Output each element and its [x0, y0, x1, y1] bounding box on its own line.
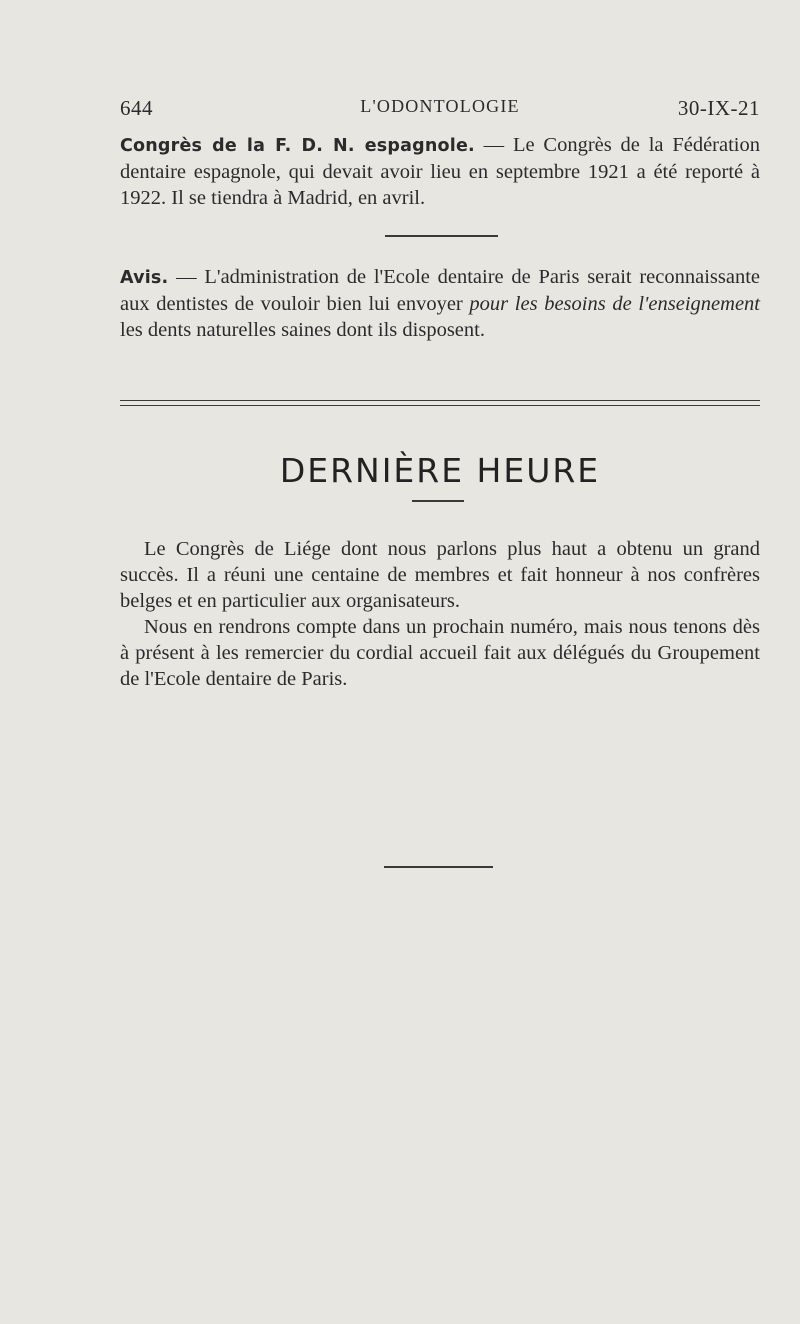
avis-notice-text-end: les dents naturelles saines dont ils disposent. [120, 319, 485, 341]
page-number: 644 [120, 96, 153, 120]
avis-notice-text: — L'administration de l'Ecole dentaire de Paris serait reconnaissante aux dentistes de vouloir bien lui envoyer [120, 266, 760, 315]
congress-notice-heading: Congrès de la F. D. N. espagnole. [120, 136, 475, 156]
congress-notice [120, 132, 760, 211]
avis-notice-italic: pour les besoins de l'enseignement [469, 293, 760, 315]
avis-notice-heading: Avis. [120, 268, 169, 288]
section-paragraph-1: Le Congrès de Liége dont nous parlons plus haut a obtenu un grand succès. Il a réuni une centaine de membres et fait honneur à nos confrères belges et en particulier aux organisateurs. [120, 538, 760, 612]
end-divider [384, 866, 493, 868]
section-paragraph-2: Nous en rendrons compte dans un prochain numéro, mais nous tenons dès à présent à les remercier du cordial accueil fait aux délégués du Groupement de l'Ecole dentaire de Paris. [120, 616, 760, 690]
double-rule-divider [120, 400, 760, 406]
running-header [120, 96, 760, 124]
issue-date: 30-IX-21 [677, 96, 760, 120]
short-divider [385, 235, 498, 237]
section-title: DERNIÈRE HEURE [279, 451, 601, 490]
journal-title: L'ODONTOLOGIE [360, 96, 520, 116]
avis-notice [120, 264, 760, 343]
title-underline [412, 500, 464, 502]
congress-notice-text: — Le Congrès de la Fédération dentaire espagnole, qui devait avoir lieu en septembre 1921 a été reporté à 1922. Il se tiendra à Madrid, en avril. [120, 134, 760, 209]
